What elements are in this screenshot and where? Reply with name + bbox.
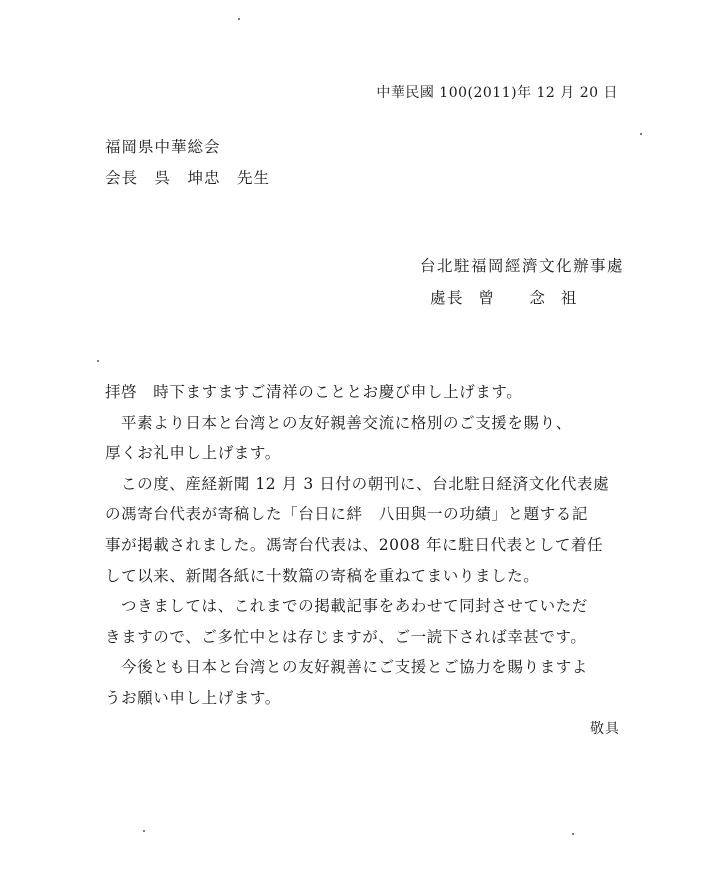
body-line: 今後とも日本と台湾との友好親善にご支援とご協力を賜りますよ [121, 658, 588, 677]
closing-keigu: 敬具 [590, 721, 620, 737]
scan-speck [143, 830, 145, 832]
body-line: この度、産経新聞 12 月 3 日付の朝刊に、台北駐日経済文化代表處 [121, 474, 610, 493]
letter-body [105, 377, 630, 714]
body-line: 平素より日本と台湾との友好親善交流に格別のご支援を賜り、 [121, 413, 572, 432]
sender-block [420, 250, 624, 314]
letter-date: 中華民國 100(2011)年 12 月 20 日 [376, 85, 618, 101]
scan-speck [640, 133, 642, 135]
recipient-name: 会長 呉 坤忠 先生 [105, 169, 271, 187]
body-line: 拝啓 時下ますますご清祥のこととお慶び申し上げます。 [105, 383, 523, 401]
sender-office: 台北駐福岡經濟文化辦事處 [420, 257, 625, 275]
body-line: して以来、新聞各紙に十数篇の寄稿を重ねてまいりました。 [105, 566, 540, 585]
recipient-organization: 福岡県中華総会 [105, 138, 221, 156]
scan-speck [572, 833, 574, 835]
body-line: 事が掲載されました。馮寄台代表は、2008 年に駐日代表として着任 [105, 535, 604, 554]
scan-speck [238, 18, 240, 20]
scan-speck [97, 360, 99, 362]
body-line: つきましては、これまでの掲載記事をあわせて同封させていただ [121, 597, 588, 616]
body-line: うお願い申し上げます。 [105, 688, 281, 707]
recipient-block [105, 132, 270, 194]
sender-title: 處長 曾 念 祖 [430, 289, 578, 307]
body-line: きますので、ご多忙中とは存じますが、ご一読下されば幸甚です。 [105, 627, 587, 646]
body-line: の馮寄台代表が寄稿した「台日に絆 八田與一の功績」と題する記 [105, 505, 589, 524]
body-line: 厚くお礼申し上げます。 [105, 444, 281, 463]
